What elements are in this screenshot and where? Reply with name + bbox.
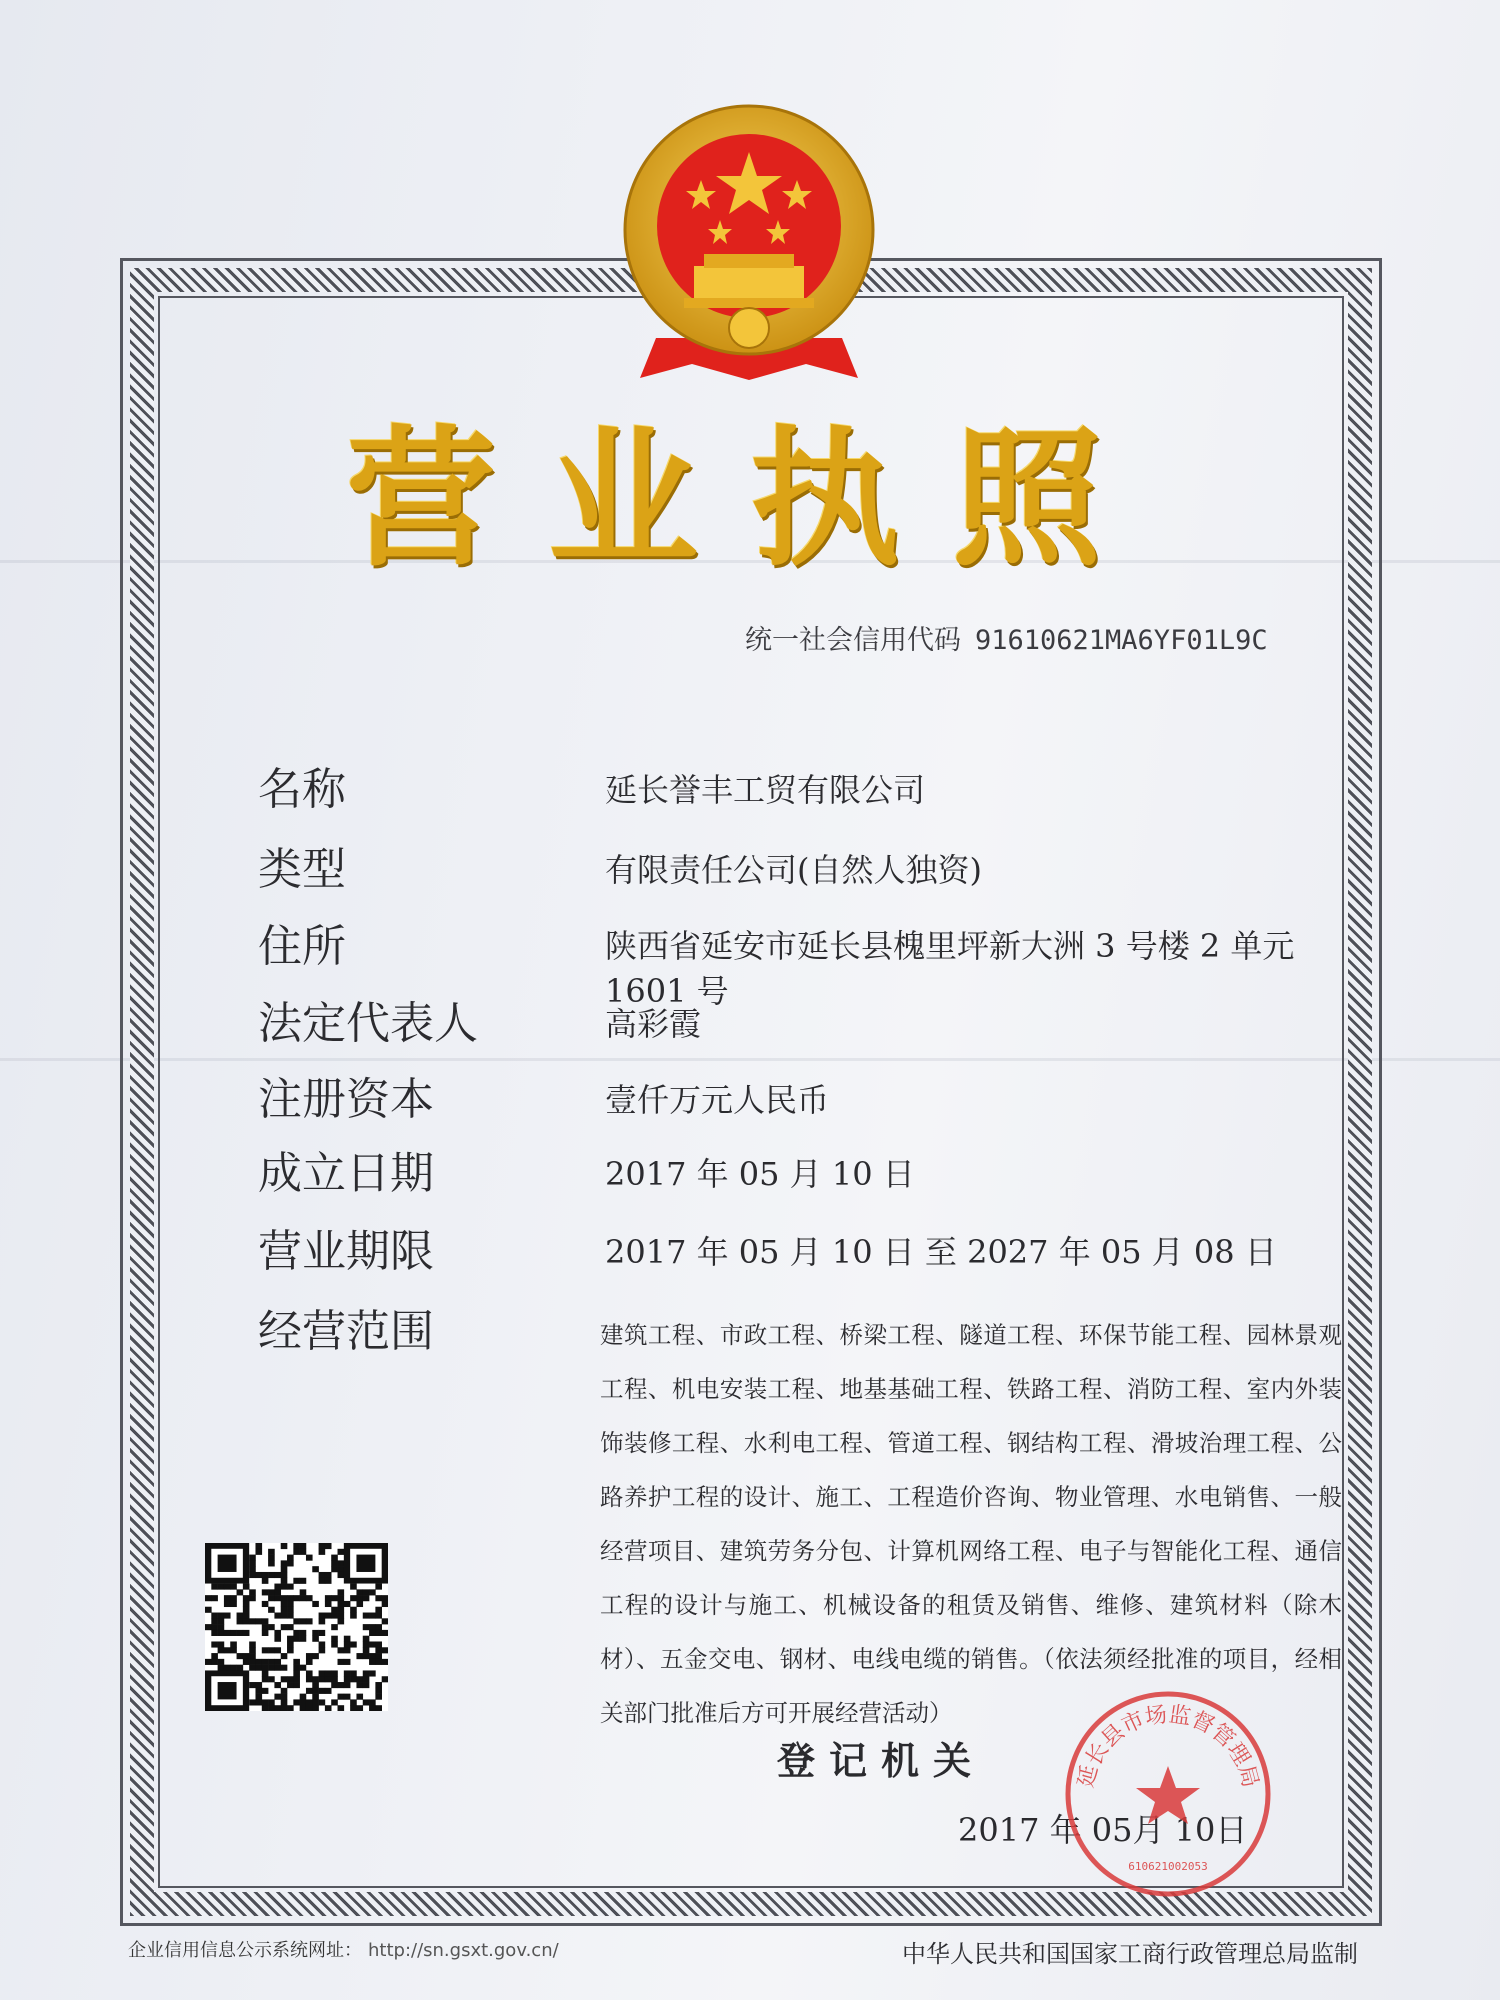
national-emblem-icon: [606, 88, 892, 388]
footer-issuer: 中华人民共和国国家工商行政管理总局监制: [902, 1940, 1358, 1968]
issue-date: 2017 年 05月 10日: [958, 1811, 1248, 1849]
field-label-name: 名称: [258, 764, 346, 815]
footer-website: [128, 1936, 559, 1962]
field-value-name: 延长誉丰工贸有限公司: [605, 771, 926, 809]
registration-authority: 登记机关: [777, 1738, 986, 1783]
field-label-scope: 经营范围: [258, 1306, 434, 1357]
field-label-term: 营业期限: [258, 1226, 434, 1277]
footer-website-url[interactable]: http://sn.gsxt.gov.cn/: [368, 1940, 559, 1961]
field-label-capital: 注册资本: [258, 1074, 434, 1125]
field-label-address: 住所: [258, 921, 346, 972]
credit-code-label: 统一社会信用代码: [745, 625, 961, 656]
field-label-type: 类型: [258, 844, 346, 895]
credit-code-value: 91610621MA6YF01L9C: [975, 625, 1268, 656]
field-label-legal-rep: 法定代表人: [258, 998, 478, 1049]
certificate-title: 营业执照: [345, 413, 1154, 587]
svg-text:610621002053: 610621002053: [1128, 1860, 1208, 1873]
field-label-founded: 成立日期: [258, 1148, 434, 1199]
credit-code: [745, 618, 1268, 657]
field-value-capital: 壹仟万元人民币: [605, 1081, 830, 1119]
field-value-term: 2017 年 05 月 10 日 至 2027 年 05 月 08 日: [605, 1233, 1277, 1271]
footer-website-label: 企业信用信息公示系统网址：: [128, 1940, 362, 1961]
field-value-founded: 2017 年 05 月 10 日: [605, 1155, 915, 1193]
official-seal: [1062, 1688, 1274, 1900]
field-value-scope: 建筑工程、市政工程、桥梁工程、隧道工程、环保节能工程、园林景观工程、机电安装工程、地基基础工程、铁路工程、消防工程、室内外装饰装修工程、水利电工程、管道工程、钢结构工程、滑坡治理工程、公路养护工程的设计、施工、工程造价咨询、物业管理、水电销售、一般经营项目、建筑劳务分包、计算机网络工程、电子与智能化工程、通信工程的设计与施工、机械设备的租赁及销售、维修、建筑材料（除木材）、五金交电、钢材、电线电缆的销售。（依法须经批准的项目，经相关部门批准后方可开展经营活动）: [600, 1321, 1342, 1727]
svg-text:延长县市场监督管理局: 延长县市场监督管理局: [1073, 1702, 1263, 1791]
field-value-legal-rep: 高彩霞: [605, 1005, 702, 1043]
qr-code-icon[interactable]: [205, 1543, 388, 1711]
field-value-address: 陕西省延安市延长县槐里坪新大洲 3 号楼 2 单元 1601 号: [605, 927, 1295, 1010]
field-value-type: 有限责任公司(自然人独资): [605, 851, 982, 889]
